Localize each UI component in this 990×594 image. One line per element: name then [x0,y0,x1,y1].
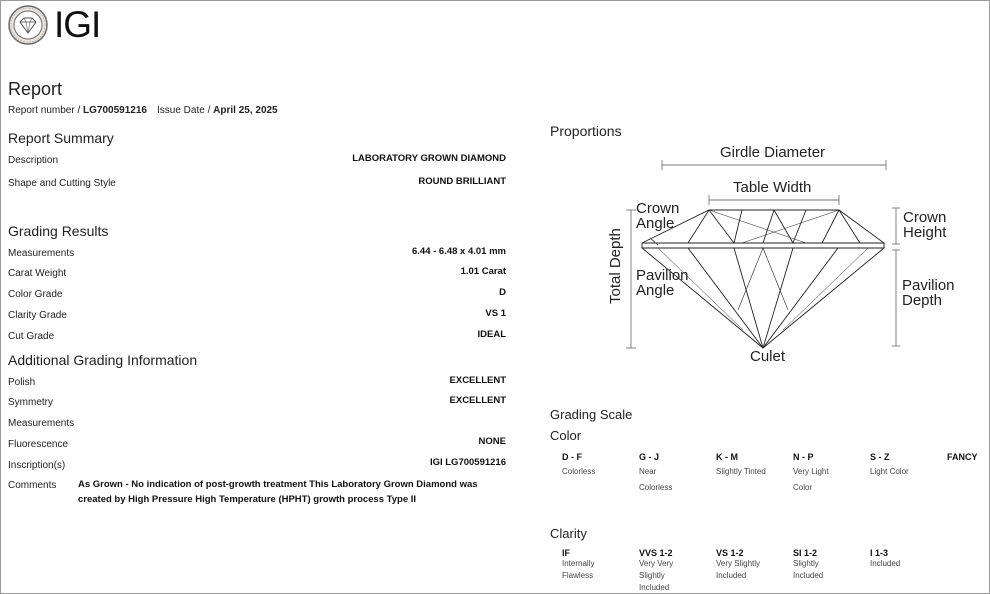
pavilion-depth-label [902,278,955,308]
clarity-grade-vs: VS 1-2 [716,548,744,558]
clarity-desc-vvs: Very Very Slightly Included [639,559,674,592]
summary-label-description: Description [8,155,59,166]
summary-label-shape: Shape and Cutting Style [8,178,116,189]
pavilion-angle-label [636,268,689,298]
additional-info-heading: Additional Grading Information [8,352,198,368]
summary-value-description: LABORATORY GROWN DIAMOND [352,153,506,164]
igi-logo[interactable] [8,4,100,46]
grading-label-clarity: Clarity Grade [8,310,67,321]
color-grade-fancy: FANCY [947,452,978,462]
grading-label-color: Color Grade [8,289,63,300]
crown-height-label [903,210,946,240]
grading-label-cut: Cut Grade [8,331,55,342]
color-desc-s-z: Light Color [870,467,909,476]
crown-height-label-line-2: Height [903,224,947,241]
pavilion-angle-label-line-2: Angle [636,282,675,299]
grading-value-carat: 1.01 Carat [460,266,506,277]
color-desc-g-j: Near Colorless [639,467,673,492]
color-scale-heading: Color [550,428,582,443]
crown-angle-label-line-1: Crown [636,200,680,217]
crown-angle-label-line-2: Angle [636,215,675,232]
clarity-desc-si: Slightly Included [793,559,824,580]
additional-value-fluorescence: NONE [478,436,506,447]
color-grade-s-z: S - Z [870,452,890,462]
report-number-label: Report number / [8,105,84,116]
girdle-diameter-label: Girdle Diameter [720,144,826,161]
color-desc-d-f: Colorless [562,467,596,476]
grading-value-cut: IDEAL [477,329,506,340]
comments-value: As Grown - No indication of post-growth treatment This Laboratory Grown Diamond was created by High Pressure High Temperature (HPHT) growth process Type II [78,479,478,505]
grading-label-measurements: Measurements [8,248,75,259]
grading-value-measurements: 6.44 - 6.48 x 4.01 mm [411,246,506,257]
grading-value-clarity: VS 1 [485,308,506,319]
color-grade-d-f: D - F [562,452,582,462]
color-grade-n-p: N - P [793,452,814,462]
crown-angle-label [636,201,679,231]
clarity-desc-if: Internally Flawless [562,559,595,580]
proportions-heading: Proportions [550,123,622,139]
additional-label-measurements: Measurements [8,418,75,429]
table-width-label: Table Width [733,179,812,196]
crown-height-label-line-1: Crown [903,209,947,226]
clarity-desc-vs: Very Slightly Included [716,559,761,580]
additional-value-polish: EXCELLENT [449,375,506,386]
comments-label: Comments [8,480,57,491]
report-title: Report [8,79,63,99]
total-depth-label: Total Depth [607,228,624,304]
pavilion-angle-label-line-1: Pavilion [636,267,689,284]
additional-label-polish: Polish [8,377,36,388]
igi-seal-icon [8,5,48,45]
report-summary-heading: Report Summary [8,130,114,146]
culet-label: Culet [750,348,786,365]
pavilion-depth-label-line-1: Pavilion [902,277,955,294]
brand-name: IGI [54,4,101,45]
additional-label-fluorescence: Fluorescence [8,439,69,450]
report-meta [8,105,278,116]
color-grade-k-m: K - M [716,452,738,462]
additional-label-symmetry: Symmetry [8,397,53,408]
clarity-scale-heading: Clarity [550,526,587,541]
additional-value-symmetry: EXCELLENT [449,395,506,406]
grading-value-color: D [499,287,506,298]
additional-label-inscription: Inscription(s) [8,460,66,471]
grading-label-carat: Carat Weight [8,268,67,279]
clarity-grade-si: SI 1-2 [793,548,818,558]
color-desc-k-m: Slightly Tinted [716,467,766,476]
pavilion-depth-label-line-2: Depth [902,292,943,309]
issue-date-label: Issue Date / [157,105,214,116]
grading-results-heading: Grading Results [8,223,109,239]
clarity-grade-if: IF [562,548,570,558]
additional-value-inscription: IGI LG700591216 [429,457,506,468]
clarity-grade-i: I 1-3 [870,548,889,558]
color-desc-n-p: Very Light Color [793,467,829,492]
issue-date: April 25, 2025 [213,105,278,116]
clarity-desc-i: Included [870,559,901,568]
proportions-diagram [598,140,978,370]
grading-scale-heading: Grading Scale [550,407,633,422]
summary-value-shape: ROUND BRILLIANT [418,176,506,187]
report-number: LG700591216 [83,105,147,116]
color-grade-g-j: G - J [639,452,660,462]
clarity-grade-vvs: VVS 1-2 [639,548,673,558]
